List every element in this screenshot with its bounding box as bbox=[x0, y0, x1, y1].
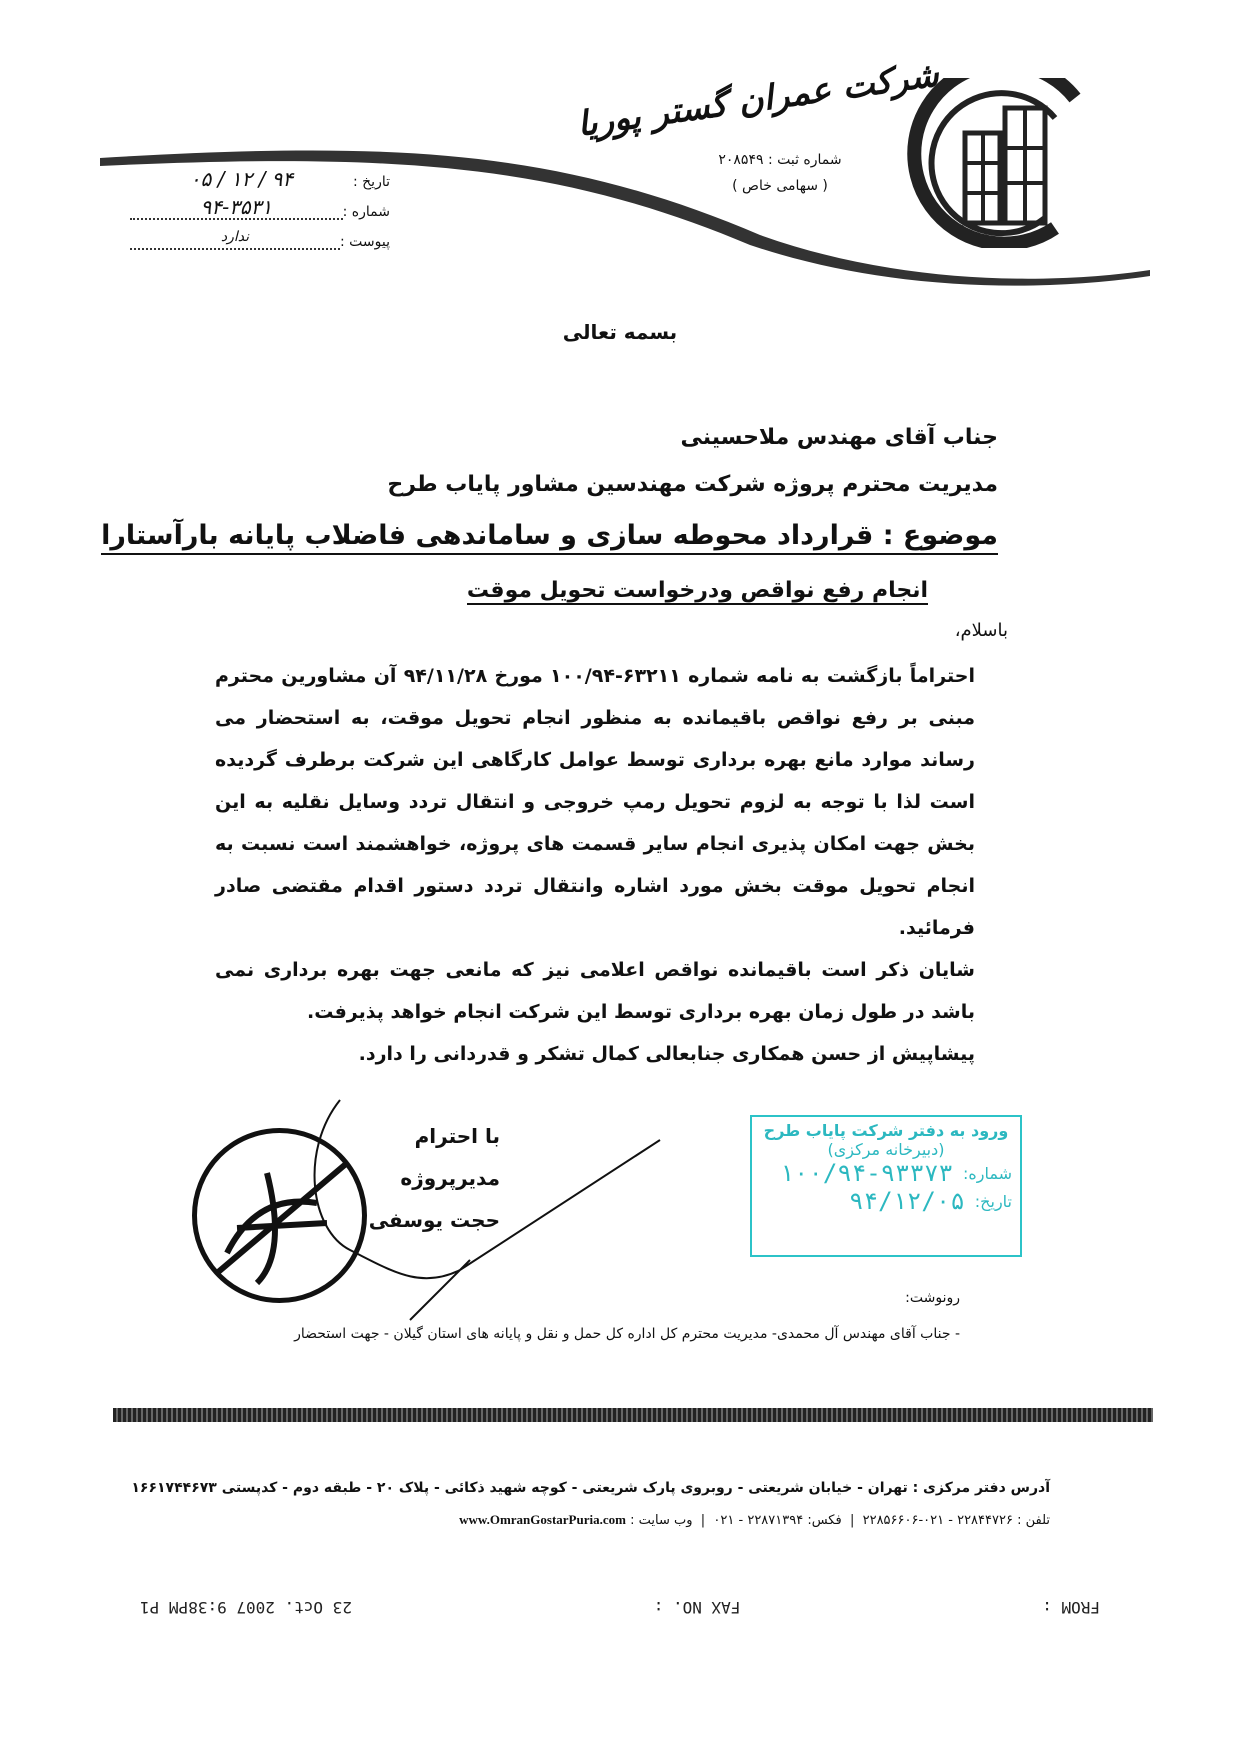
letter-meta bbox=[130, 160, 390, 250]
bismillah-heading: بسمه تعالی bbox=[562, 320, 678, 344]
footer-band bbox=[113, 1408, 1153, 1422]
stamp-date-label: تاریخ: bbox=[974, 1191, 1012, 1211]
attachment-value: ندارد bbox=[130, 226, 340, 250]
stamp-title: ورود به دفتر شرکت پایاب طرح bbox=[763, 1121, 1009, 1140]
handwritten-signature bbox=[260, 1090, 680, 1350]
footer-address: آدرس دفتر مرکزی : تهران - خیابان شریعتی - روبروی پارک شریعتی - کوچه شهید ذکائی - پلاک ۲۰ - طبقه دوم - کدپستی ۱۶۶۱۷۴۴۶۷۳ bbox=[131, 1480, 1050, 1496]
greeting: باسلام، bbox=[954, 620, 1008, 641]
date-label: تاریخ : bbox=[352, 174, 390, 190]
footer-website: www.OmranGostarPuria.com bbox=[459, 1512, 626, 1527]
number-row bbox=[130, 190, 390, 220]
footer-website-label: وب سایت : bbox=[630, 1513, 693, 1528]
fax-number: FAX NO. : bbox=[653, 1598, 741, 1617]
signer-role: مدیرپروژه bbox=[400, 1166, 500, 1190]
company-type: ( سهامی خاص ) bbox=[732, 178, 828, 194]
subject-line: موضوع : قرارداد محوطه سازی و ساماندهی فاضلاب پایانه بارآستارا bbox=[101, 520, 998, 555]
signer-name: حجت یوسفی bbox=[368, 1208, 500, 1232]
fax-header-line bbox=[140, 1598, 1100, 1617]
stamp-number-label: شماره: bbox=[962, 1163, 1012, 1183]
stamp-number-row bbox=[752, 1159, 1020, 1187]
registration-number: شماره ثبت : ۲۰۸۵۴۹ bbox=[718, 152, 842, 168]
stamp-number-value: ۱۰۰/۹۴-۹۳۳۷۳ bbox=[779, 1159, 953, 1187]
closing-text: با احترام bbox=[414, 1124, 500, 1148]
stamp-date-row bbox=[752, 1187, 1020, 1215]
footer-contacts: تلفن : ۲۲۸۴۴۷۲۶ - ۰۲۱-۲۲۸۵۶۶۰۶ | فکس: ۲۲۸۷۱۳۹۴ - ۰۲۱ | وب سایت : www.OmranGostarPuria.com bbox=[459, 1512, 1050, 1528]
letter-body bbox=[215, 655, 975, 1075]
attachment-row bbox=[130, 220, 390, 250]
company-logo-icon bbox=[905, 78, 1105, 248]
stamp-date-value: ۹۴/۱۲/۰۵ bbox=[849, 1187, 965, 1215]
number-label: شماره : bbox=[342, 204, 390, 220]
date-value: ۹۴ / ۱۲ / ۰۵ bbox=[189, 167, 294, 191]
date-row bbox=[130, 160, 390, 190]
attachment-label: پیوست : bbox=[340, 234, 390, 250]
recipient-name: جناب آقای مهندس ملاحسینی bbox=[680, 425, 998, 450]
cc-label: رونوشت: bbox=[905, 1290, 960, 1306]
body-paragraph: شایان ذکر است باقیمانده نواقص اعلامی نیز که مانعی جهت بهره برداری نمی باشد در طول زمان بهره برداری توسط این شرکت انجام خواهد پذیرفت. bbox=[215, 959, 975, 1023]
cc-item: - جناب آقای مهندس آل محمدی- مدیریت محترم کل اداره کل حمل و نقل و پایانه های استان گیلان - جهت استحضار bbox=[294, 1326, 960, 1342]
body-paragraph: احتراماً بازگشت به نامه شماره ۶۳۲۱۱-۱۰۰/۹۴ مورخ ۹۴/۱۱/۲۸ آن مشاورین محترم مبنی بر رفع نواقص باقیمانده به منظور انجام تحویل موقت، به استحضار می رساند موارد مانع بهره برداری توسط عوامل کارگاهی این شرکت برطرف گردیده است لذا با توجه به لزوم تحویل رمپ خروجی و انتقال تردد وسایل نقلیه به این بخش جهت امکان پذیری انجام سایر قسمت های پروژه، خواهشمند است نسبت به انجام تحویل موقت بخش مورد اشاره وانتقال تردد دستور اقدام مقتضی صادر فرمائید. bbox=[215, 665, 975, 939]
footer-phone: تلفن : ۲۲۸۴۴۷۲۶ - ۰۲۱-۲۲۸۵۶۶۰۶ bbox=[862, 1513, 1050, 1528]
footer-fax: فکس: ۲۲۸۷۱۳۹۴ - ۰۲۱ bbox=[713, 1513, 842, 1528]
recipient-title: مدیریت محترم پروژه شرکت مهندسین مشاور پایاب طرح bbox=[387, 472, 998, 497]
fax-timestamp: 23 Oct. 2007 9:38PM P1 bbox=[140, 1598, 352, 1617]
company-name: شرکت عمران گستر پوریا bbox=[574, 54, 942, 145]
stamp-subtitle: (دبیرخانه مرکزی) bbox=[827, 1140, 945, 1159]
subject-subline: انجام رفع نواقص ودرخواست تحویل موقت bbox=[466, 578, 928, 603]
body-paragraph: پیشاپیش از حسن همکاری جنابعالی کمال تشکر و قدردانی را دارد. bbox=[358, 1043, 975, 1065]
fax-from: FROM : bbox=[1042, 1598, 1100, 1617]
number-value: ۹۴-۳۵۳۱ bbox=[130, 196, 343, 220]
incoming-receipt-stamp bbox=[750, 1115, 1022, 1257]
